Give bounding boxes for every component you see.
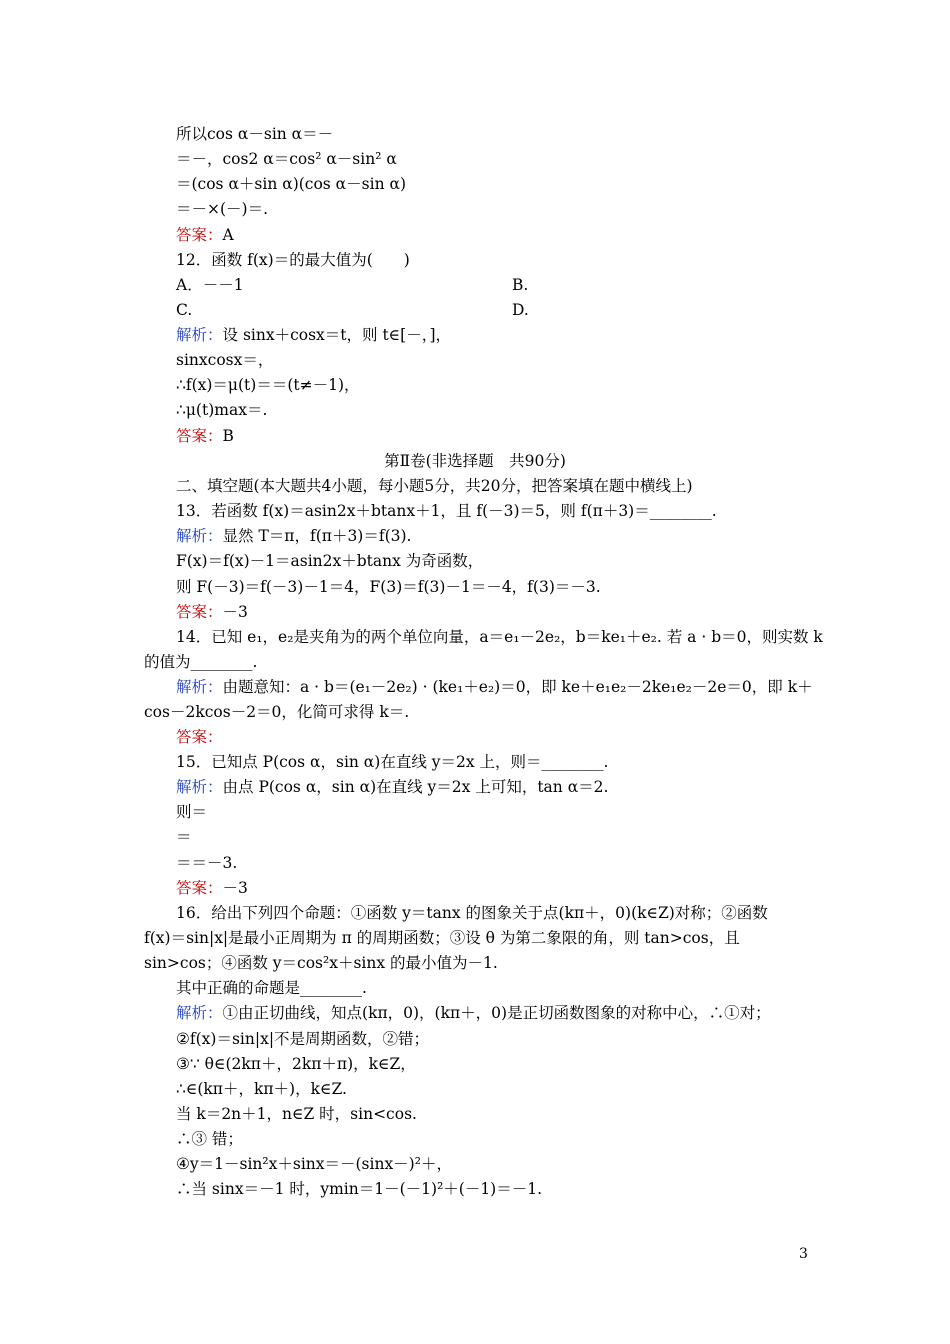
answer-line xyxy=(176,727,223,747)
text-line: ③∵ θ∈(2kπ＋，2kπ＋π)，k∈Z， xyxy=(176,1055,416,1073)
text-line: ＝＝－3. xyxy=(176,854,238,872)
solution-line: 解析：①由正切曲线，知点(kπ，0)，(kπ＋，0)是正切函数图象的对称中心，∴①对； xyxy=(176,1004,771,1022)
option-a: A．－－1 xyxy=(176,276,244,294)
text-line: 则 F(－3)＝f(－3)－1＝4，F(3)＝f(3)－1＝－4，f(3)＝－3. xyxy=(176,578,601,596)
text-line: ∴f(x)＝μ(t)＝＝(t≠－1)， xyxy=(176,376,360,394)
text-line: 其中正确的命题是________. xyxy=(176,979,367,997)
text-line: F(x)＝f(x)－1＝asin2x＋btanx 为奇函数， xyxy=(176,552,484,570)
answer-line: 答案：－3 xyxy=(176,603,248,621)
question-12: 12．函数 f(x)＝的最大值为( ) xyxy=(176,251,410,269)
answer-label: 答案： xyxy=(176,603,223,621)
solution-label: 解析： xyxy=(176,326,223,344)
answer-label: 答案： xyxy=(176,728,223,746)
text-line: 的值为________. xyxy=(144,653,258,671)
text-line: sinxcosx＝， xyxy=(176,351,274,369)
question-13: 13．若函数 f(x)＝asin2x＋btanx＋1，且 f(－3)＝5，则 f(π＋3)＝________. xyxy=(176,502,717,520)
text-line: ∴当 sinx＝－1 时，ymin＝1－(－1)²＋(－1)＝－1. xyxy=(176,1180,543,1198)
answer-line: 答案：B xyxy=(176,427,234,445)
answer-line: 答案：A xyxy=(176,226,234,244)
answer-label: 答案： xyxy=(176,226,223,244)
solution-line: 解析：显然 T＝π，f(π＋3)＝f(3). xyxy=(176,527,412,545)
text-line: ＝－，cos2 α＝cos² α－sin² α xyxy=(176,150,397,168)
text-line: 当 k＝2n＋1，n∈Z 时，sin<cos. xyxy=(176,1105,417,1123)
solution-label: 解析： xyxy=(176,527,223,545)
text-line: ＝－×(－)＝. xyxy=(176,200,269,218)
answer-label: 答案： xyxy=(176,427,223,445)
text-line: sin>cos；④函数 y＝cos²x＋sinx 的最小值为－1. xyxy=(144,954,498,972)
text-line: ④y＝1－sin²x＋sinx＝－(sinx－)²＋， xyxy=(176,1155,452,1173)
text-line: 所以cos α－sin α＝－ xyxy=(176,125,334,143)
text-line: ②f(x)＝sin|x|不是周期函数，②错； xyxy=(176,1030,430,1048)
text-line: 则＝ xyxy=(176,803,208,821)
text-line: cos－2kcos－2＝0，化简可求得 k＝. xyxy=(144,703,410,721)
text-line: ∴∈(kπ＋，kπ＋)，k∈Z. xyxy=(176,1080,347,1098)
text-line: ∴③ 错； xyxy=(176,1130,243,1148)
text-line: ＝ xyxy=(176,828,192,846)
section-title: 第Ⅱ卷(非选择题 共90分) xyxy=(384,452,566,470)
answer-line: 答案：－3 xyxy=(176,879,248,897)
section-instructions: 二、填空题(本大题共4小题，每小题5分，共20分，把答案填在题中横线上) xyxy=(176,477,693,495)
solution-label: 解析： xyxy=(176,1004,223,1022)
page-number: 3 xyxy=(799,1246,808,1262)
option-b: B. xyxy=(512,276,529,294)
text-line: ＝(cos α＋sin α)(cos α－sin α) xyxy=(176,175,406,193)
option-c: C. xyxy=(176,301,193,319)
solution-line: 解析：由题意知：a · b＝(e₁－2e₂) · (ke₁＋e₂)＝0，即 ke＋e₁e₂－2ke₁e₂－2e＝0，即 k＋ xyxy=(176,678,813,696)
answer-label: 答案： xyxy=(176,879,223,897)
solution-line: 解析：设 sinx＋cosx＝t，则 t∈[－，]， xyxy=(176,326,451,344)
solution-label: 解析： xyxy=(176,678,223,696)
question-16: 16．给出下列四个命题：①函数 y＝tanx 的图象关于点(kπ＋，0)(k∈Z)对称；②函数 xyxy=(176,904,768,922)
question-15: 15．已知点 P(cos α，sin α)在直线 y＝2x 上，则＝________. xyxy=(176,753,609,771)
text-line: ∴μ(t)max＝. xyxy=(176,401,268,419)
solution-label: 解析： xyxy=(176,778,223,796)
question-14: 14．已知 e₁，e₂是夹角为的两个单位向量，a＝e₁－2e₂，b＝ke₁＋e₂. 若 a · b＝0，则实数 k xyxy=(176,628,823,646)
text-line: f(x)＝sin|x|是最小正周期为 π 的周期函数；③设 θ 为第二象限的角，则 tan>cos，且 xyxy=(144,929,740,947)
option-d: D. xyxy=(512,301,529,319)
solution-line: 解析：由点 P(cos α，sin α)在直线 y＝2x 上可知，tan α＝2. xyxy=(176,778,609,796)
